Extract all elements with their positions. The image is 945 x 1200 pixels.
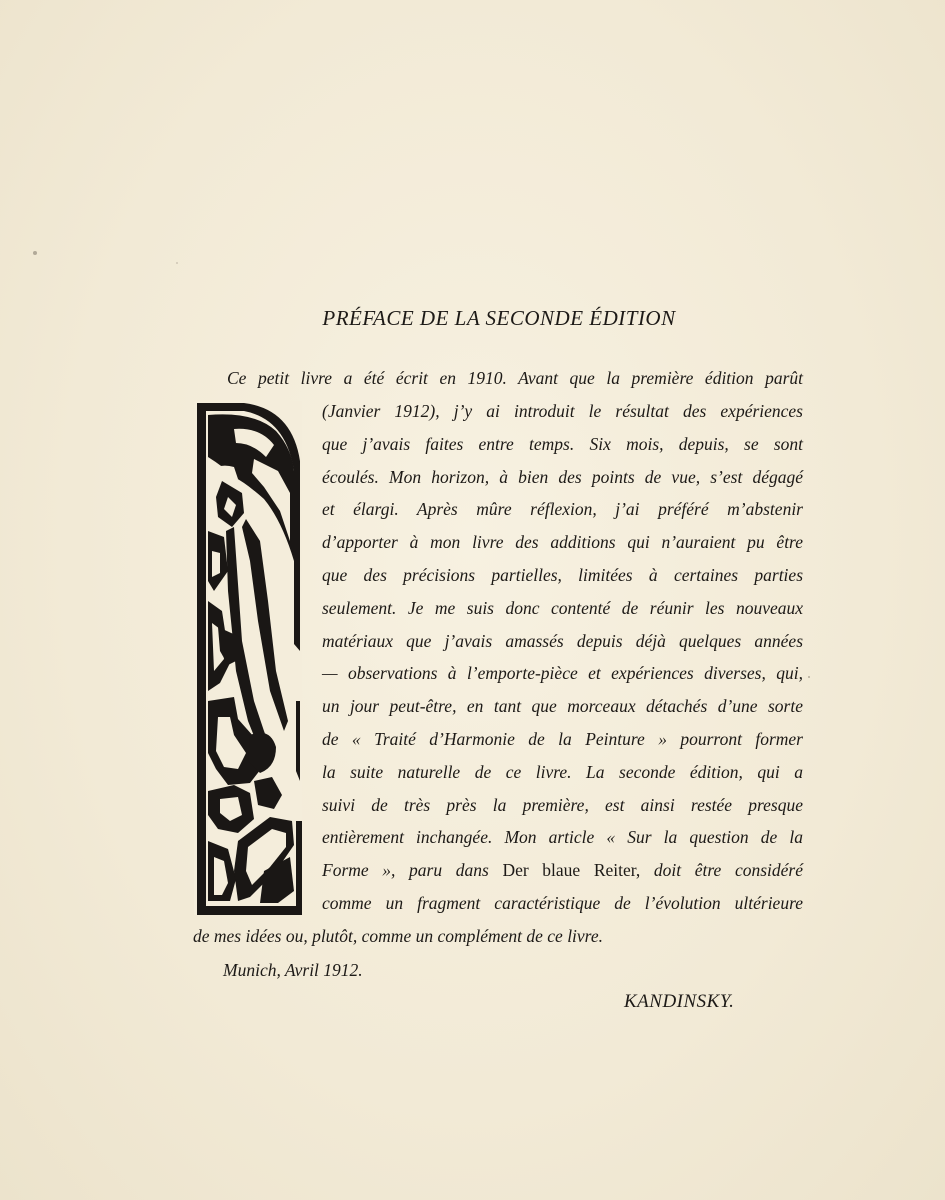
book-title: Der blaue Reiter, bbox=[502, 860, 641, 880]
text-line: entièrement inchangée. Mon article « Sur la question de la bbox=[322, 827, 803, 847]
text-fragment: doit être considéré bbox=[653, 860, 803, 880]
text-line: de « Traité d’Harmonie de la Peinture » pourront former bbox=[322, 729, 803, 749]
text-line: matériaux que j’avais amassés depuis déjà quelques années bbox=[322, 631, 803, 651]
text-line: Ce petit livre a été écrit en 1910. Avant que la première édition parût bbox=[227, 368, 803, 388]
dateline: Munich, Avril 1912. bbox=[223, 960, 363, 980]
text-line: écoulés. Mon horizon, à bien des points de vue, s’est dégagé bbox=[322, 467, 803, 487]
text-line: suivi de très près la première, est ainsi restée presque bbox=[322, 795, 803, 815]
text-line: que des précisions partielles, limitées à certaines parties bbox=[322, 565, 803, 585]
text-line: que j’avais faites entre temps. Six mois, depuis, se sont bbox=[322, 434, 803, 454]
text-line: comme un fragment caractéristique de l’évolution ultérieure bbox=[322, 893, 803, 913]
text-line: seulement. Je me suis donc contenté de réunir les nouveaux bbox=[322, 598, 803, 618]
text-line: (Janvier 1912), j’y ai introduit le résultat des expériences bbox=[322, 401, 803, 421]
text-line: — observations à l’emporte-pièce et expériences diverses, qui, bbox=[322, 663, 803, 683]
text-line: d’apporter à mon livre des additions qui n’auraient pu être bbox=[322, 532, 803, 552]
text-line: la suite naturelle de ce livre. La seconde édition, qui a bbox=[322, 762, 803, 782]
text-line: de mes idées ou, plutôt, comme un complément de ce livre. bbox=[193, 926, 603, 946]
text-line bbox=[322, 859, 803, 881]
text-line: un jour peut-être, en tant que morceaux détachés d’une sorte bbox=[322, 696, 803, 716]
signature: KANDINSKY. bbox=[624, 991, 735, 1012]
text-line: et élargi. Après mûre réflexion, j’ai préféré m’abstenir bbox=[322, 499, 803, 519]
text-fragment: Forme », paru dans bbox=[322, 860, 489, 880]
page-title: PRÉFACE DE LA SECONDE ÉDITION bbox=[322, 306, 676, 330]
